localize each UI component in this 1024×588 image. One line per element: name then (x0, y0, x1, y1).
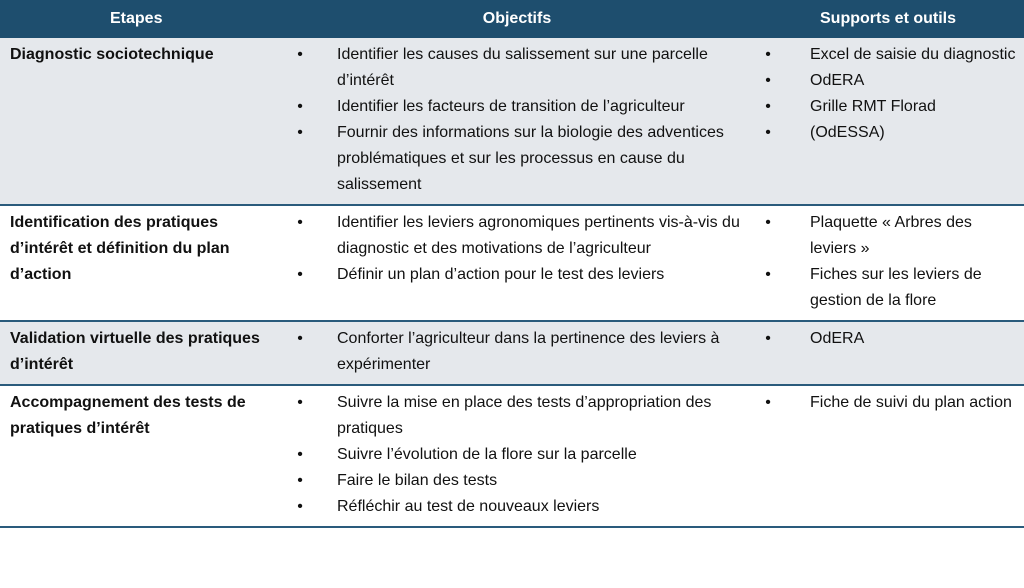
support-text: Fiche de suivi du plan action (810, 394, 1012, 411)
bullet-icon: • (765, 214, 771, 231)
supports-list (752, 326, 1024, 352)
objective-text: Identifier les facteurs de transition de l’agriculteur (337, 98, 685, 115)
header-objectifs: Objectifs (282, 0, 752, 38)
objectives-cell (282, 205, 752, 321)
support-item (752, 94, 1024, 120)
objective-item (282, 94, 752, 120)
objective-item (282, 262, 752, 288)
header-row (0, 0, 1024, 38)
objective-text: Réfléchir au test de nouveaux leviers (337, 498, 600, 515)
stage-cell: Accompagnement des tests de pratiques d’intérêt (0, 385, 282, 527)
objective-item (282, 390, 752, 442)
header-supports: Supports et outils (752, 0, 1024, 38)
bullet-icon: • (765, 46, 771, 63)
bullet-icon: • (297, 266, 303, 283)
objectives-cell (282, 385, 752, 527)
support-text: Fiches sur les leviers de gestion de la flore (810, 266, 982, 309)
stage-cell: Identification des pratiques d’intérêt et définition du plan d’action (0, 205, 282, 321)
support-item (752, 120, 1024, 146)
objective-text: Identifier les causes du salissement sur une parcelle d’intérêt (337, 46, 708, 89)
objective-item (282, 42, 752, 94)
supports-list (752, 42, 1024, 146)
objective-item (282, 326, 752, 378)
bullet-icon: • (765, 330, 771, 347)
bullet-icon: • (297, 330, 303, 347)
objectives-list (282, 326, 752, 378)
support-text: Plaquette « Arbres des leviers » (810, 214, 972, 257)
bullet-icon: • (297, 446, 303, 463)
objective-item (282, 210, 752, 262)
objectives-list (282, 390, 752, 520)
support-text: Grille RMT Florad (810, 98, 936, 115)
support-item (752, 42, 1024, 68)
supports-cell (752, 205, 1024, 321)
bullet-icon: • (765, 394, 771, 411)
bullet-icon: • (297, 98, 303, 115)
supports-list (752, 390, 1024, 416)
bullet-icon: • (297, 124, 303, 141)
supports-cell (752, 321, 1024, 385)
objective-item (282, 120, 752, 198)
objective-text: Faire le bilan des tests (337, 472, 498, 489)
support-text: (OdESSA) (810, 124, 885, 141)
supports-cell (752, 385, 1024, 527)
objectives-cell (282, 321, 752, 385)
objective-text: Suivre la mise en place des tests d’appropriation des pratiques (337, 394, 712, 437)
support-item (752, 262, 1024, 314)
objective-text: Conforter l’agriculteur dans la pertinence des leviers à expérimenter (337, 330, 720, 373)
bullet-icon: • (297, 394, 303, 411)
objectives-list (282, 42, 752, 198)
bullet-icon: • (297, 498, 303, 515)
objectives-cell (282, 38, 752, 205)
bullet-icon: • (297, 46, 303, 63)
support-item (752, 326, 1024, 352)
objective-item (282, 468, 752, 494)
header-etapes: Etapes (0, 0, 282, 38)
objectives-list (282, 210, 752, 288)
support-text: OdERA (810, 330, 865, 347)
bullet-icon: • (765, 72, 771, 89)
table-row (0, 205, 1024, 321)
bullet-icon: • (297, 472, 303, 489)
supports-list (752, 210, 1024, 314)
objective-item (282, 494, 752, 520)
support-item (752, 68, 1024, 94)
bullet-icon: • (765, 98, 771, 115)
bullet-icon: • (297, 214, 303, 231)
stage-cell: Diagnostic sociotechnique (0, 38, 282, 205)
support-item (752, 390, 1024, 416)
bullet-icon: • (765, 266, 771, 283)
objective-text: Fournir des informations sur la biologie des adventices problématiques et sur les processus en cause du salissement (337, 124, 724, 193)
objective-text: Identifier les leviers agronomiques pertinents vis-à-vis du diagnostic et des motivations de l’agriculteur (337, 214, 740, 257)
table-row (0, 38, 1024, 205)
table-row (0, 321, 1024, 385)
table-row (0, 385, 1024, 527)
support-text: Excel de saisie du diagnostic (810, 46, 1016, 63)
bullet-icon: • (765, 124, 771, 141)
supports-cell (752, 38, 1024, 205)
support-item (752, 210, 1024, 262)
objective-text: Suivre l’évolution de la flore sur la parcelle (337, 446, 637, 463)
support-text: OdERA (810, 72, 865, 89)
objective-item (282, 442, 752, 468)
stage-cell: Validation virtuelle des pratiques d’intérêt (0, 321, 282, 385)
objective-text: Définir un plan d’action pour le test des leviers (337, 266, 665, 283)
